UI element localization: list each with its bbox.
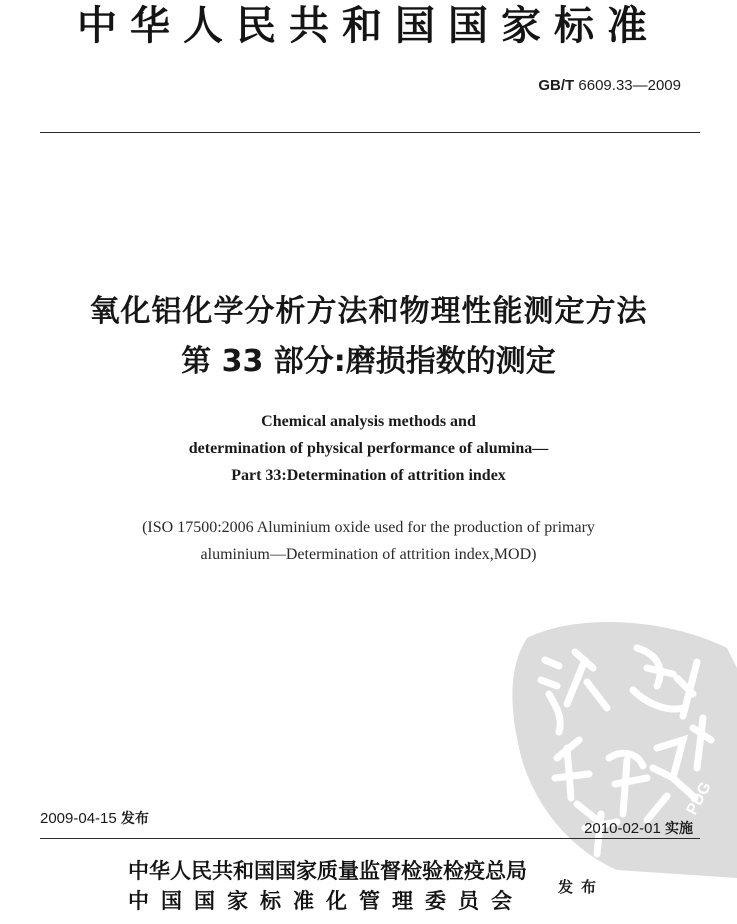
publish-label: 发布 <box>558 878 605 896</box>
national-standard-heading: 中华人民共和国国家标准 <box>77 2 660 49</box>
standard-code: 6609.33—2009 <box>578 77 681 94</box>
english-title-line-2: determination of physical performance of alumina— <box>188 440 549 457</box>
header-divider <box>40 132 700 133</box>
iso-note-line-2: aluminium—Determination of attrition index,MOD) <box>200 546 537 563</box>
issue-date <box>40 808 149 828</box>
iso-equivalence-note <box>0 514 737 568</box>
english-title-line-3: Part 33:Determination of attrition index <box>231 467 506 484</box>
issue-date-value: 2009-04-15 <box>40 810 117 827</box>
issuer-line-1: 中华人民共和国国家质量监督检验检疫总局 <box>128 858 527 883</box>
issue-date-label: 发布 <box>120 811 149 827</box>
implementation-date <box>584 818 693 838</box>
chinese-title-line-2: 第 33 部分:磨损指数的测定 <box>181 344 556 379</box>
footer-divider <box>40 838 700 839</box>
chinese-title-line-1: 氧化铝化学分析方法和物理性能测定方法 <box>89 294 648 329</box>
issuer-line-2: 中国国家标准化管理委员会 <box>128 888 524 913</box>
iso-note-line-1: (ISO 17500:2006 Aluminium oxide used for the production of primary <box>142 519 595 536</box>
english-title-line-1: Chemical analysis methods and <box>261 413 476 430</box>
implementation-date-value: 2010-02-01 <box>584 820 661 837</box>
issuing-authorities <box>128 856 527 916</box>
seal-watermark-label: PDG <box>683 779 715 818</box>
standard-prefix: GB/T <box>538 77 575 94</box>
english-title <box>0 408 737 489</box>
implementation-date-label: 实施 <box>665 821 693 837</box>
standard-number <box>538 77 681 94</box>
